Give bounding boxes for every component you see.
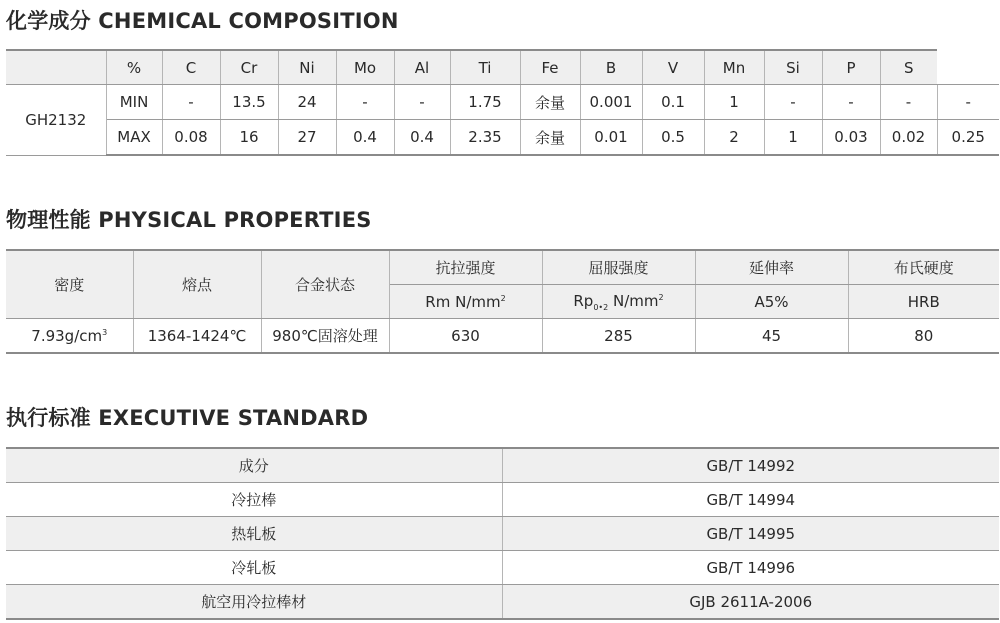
chemical-min-row	[6, 85, 999, 120]
min-cell: 13.5	[220, 85, 278, 120]
standard-row	[6, 483, 999, 517]
max-cell: 0.25	[937, 120, 999, 156]
yield-strength-label: 屈服强度	[542, 250, 695, 285]
chemical-max-row	[6, 120, 999, 156]
min-cell: -	[937, 85, 999, 120]
density-value-sup: 3	[102, 327, 108, 337]
header-cell: Cr	[220, 50, 278, 85]
max-cell: 0.03	[822, 120, 880, 156]
min-cell: -	[336, 85, 394, 120]
yield-strength-value: 285	[542, 319, 695, 354]
yield-unit-sup: 2	[658, 292, 664, 302]
standard-item: 冷轧板	[6, 551, 502, 585]
header-cell: Si	[764, 50, 822, 85]
standard-item: 冷拉棒	[6, 483, 502, 517]
standard-code: GB/T 14992	[502, 448, 999, 483]
header-cell: Mo	[336, 50, 394, 85]
max-cell: 0.02	[880, 120, 937, 156]
max-cell: 余量	[520, 120, 580, 156]
min-cell: -	[162, 85, 220, 120]
min-cell: 24	[278, 85, 336, 120]
min-cell: 0.001	[580, 85, 642, 120]
physical-properties-table	[6, 249, 999, 354]
standard-code: GB/T 14996	[502, 551, 999, 585]
melting-point-value: 1364-1424℃	[133, 319, 261, 354]
min-cell: 1.75	[450, 85, 520, 120]
tensile-unit	[389, 285, 542, 319]
tensile-strength-value: 630	[389, 319, 542, 354]
max-cell: 0.08	[162, 120, 220, 156]
alloy-state-value: 980℃固溶处理	[261, 319, 389, 354]
standard-row	[6, 517, 999, 551]
max-cell: 1	[764, 120, 822, 156]
max-cell: 0.5	[642, 120, 704, 156]
max-cell: 2.35	[450, 120, 520, 156]
header-cell: Mn	[704, 50, 764, 85]
max-cell: 16	[220, 120, 278, 156]
header-blank-cell	[6, 50, 106, 85]
standard-code: GB/T 14994	[502, 483, 999, 517]
min-cell: -	[764, 85, 822, 120]
grade-cell: GH2132	[6, 85, 106, 156]
yield-unit	[542, 285, 695, 319]
min-cell: -	[822, 85, 880, 120]
max-cell: MAX	[106, 120, 162, 156]
elongation-label: 延伸率	[695, 250, 848, 285]
standard-code: GB/T 14995	[502, 517, 999, 551]
header-cell: Ti	[450, 50, 520, 85]
header-cell: Fe	[520, 50, 580, 85]
header-cell: %	[106, 50, 162, 85]
hardness-unit: HRB	[848, 285, 999, 319]
standard-row	[6, 551, 999, 585]
yield-unit-sub: 0•2	[593, 302, 609, 312]
standard-item: 航空用冷拉棒材	[6, 585, 502, 620]
chemical-composition-title: 化学成分 CHEMICAL COMPOSITION	[6, 9, 399, 33]
standard-row	[6, 585, 999, 620]
header-cell: S	[880, 50, 937, 85]
max-cell: 0.01	[580, 120, 642, 156]
standard-item: 成分	[6, 448, 502, 483]
alloy-state-label: 合金状态	[261, 250, 389, 319]
executive-standard-title: 执行标准 EXECUTIVE STANDARD	[6, 406, 369, 430]
header-cell: B	[580, 50, 642, 85]
physical-properties-title: 物理性能 PHYSICAL PROPERTIES	[6, 208, 372, 232]
elongation-value: 45	[695, 319, 848, 354]
density-value-text: 7.93g/cm	[31, 326, 103, 345]
elongation-unit: A5%	[695, 285, 848, 319]
tensile-unit-text: Rm N/mm	[425, 292, 501, 311]
header-cell: P	[822, 50, 880, 85]
standard-row	[6, 448, 999, 483]
standard-code: GJB 2611A-2006	[502, 585, 999, 620]
yield-unit-text: N/mm	[608, 291, 659, 310]
min-cell: 1	[704, 85, 764, 120]
header-cell: Al	[394, 50, 450, 85]
executive-standard-table	[6, 447, 999, 620]
min-cell: -	[880, 85, 937, 120]
max-cell: 0.4	[394, 120, 450, 156]
tensile-unit-sup: 2	[500, 293, 506, 303]
header-cell: Ni	[278, 50, 336, 85]
max-cell: 2	[704, 120, 764, 156]
melting-point-label: 熔点	[133, 250, 261, 319]
physical-value-row	[6, 319, 999, 354]
hardness-value: 80	[848, 319, 999, 354]
yield-unit-base: Rp	[573, 291, 594, 310]
min-cell: -	[394, 85, 450, 120]
min-cell: 余量	[520, 85, 580, 120]
min-cell: 0.1	[642, 85, 704, 120]
standard-item: 热轧板	[6, 517, 502, 551]
max-cell: 0.4	[336, 120, 394, 156]
min-cell: MIN	[106, 85, 162, 120]
hardness-label: 布氏硬度	[848, 250, 999, 285]
chemical-header-row	[6, 50, 999, 85]
header-cell: V	[642, 50, 704, 85]
tensile-strength-label: 抗拉强度	[389, 250, 542, 285]
header-cell: C	[162, 50, 220, 85]
density-value	[6, 319, 133, 354]
chemical-composition-table	[6, 49, 999, 156]
physical-header-row-1	[6, 250, 999, 285]
max-cell: 27	[278, 120, 336, 156]
density-label: 密度	[6, 250, 133, 319]
